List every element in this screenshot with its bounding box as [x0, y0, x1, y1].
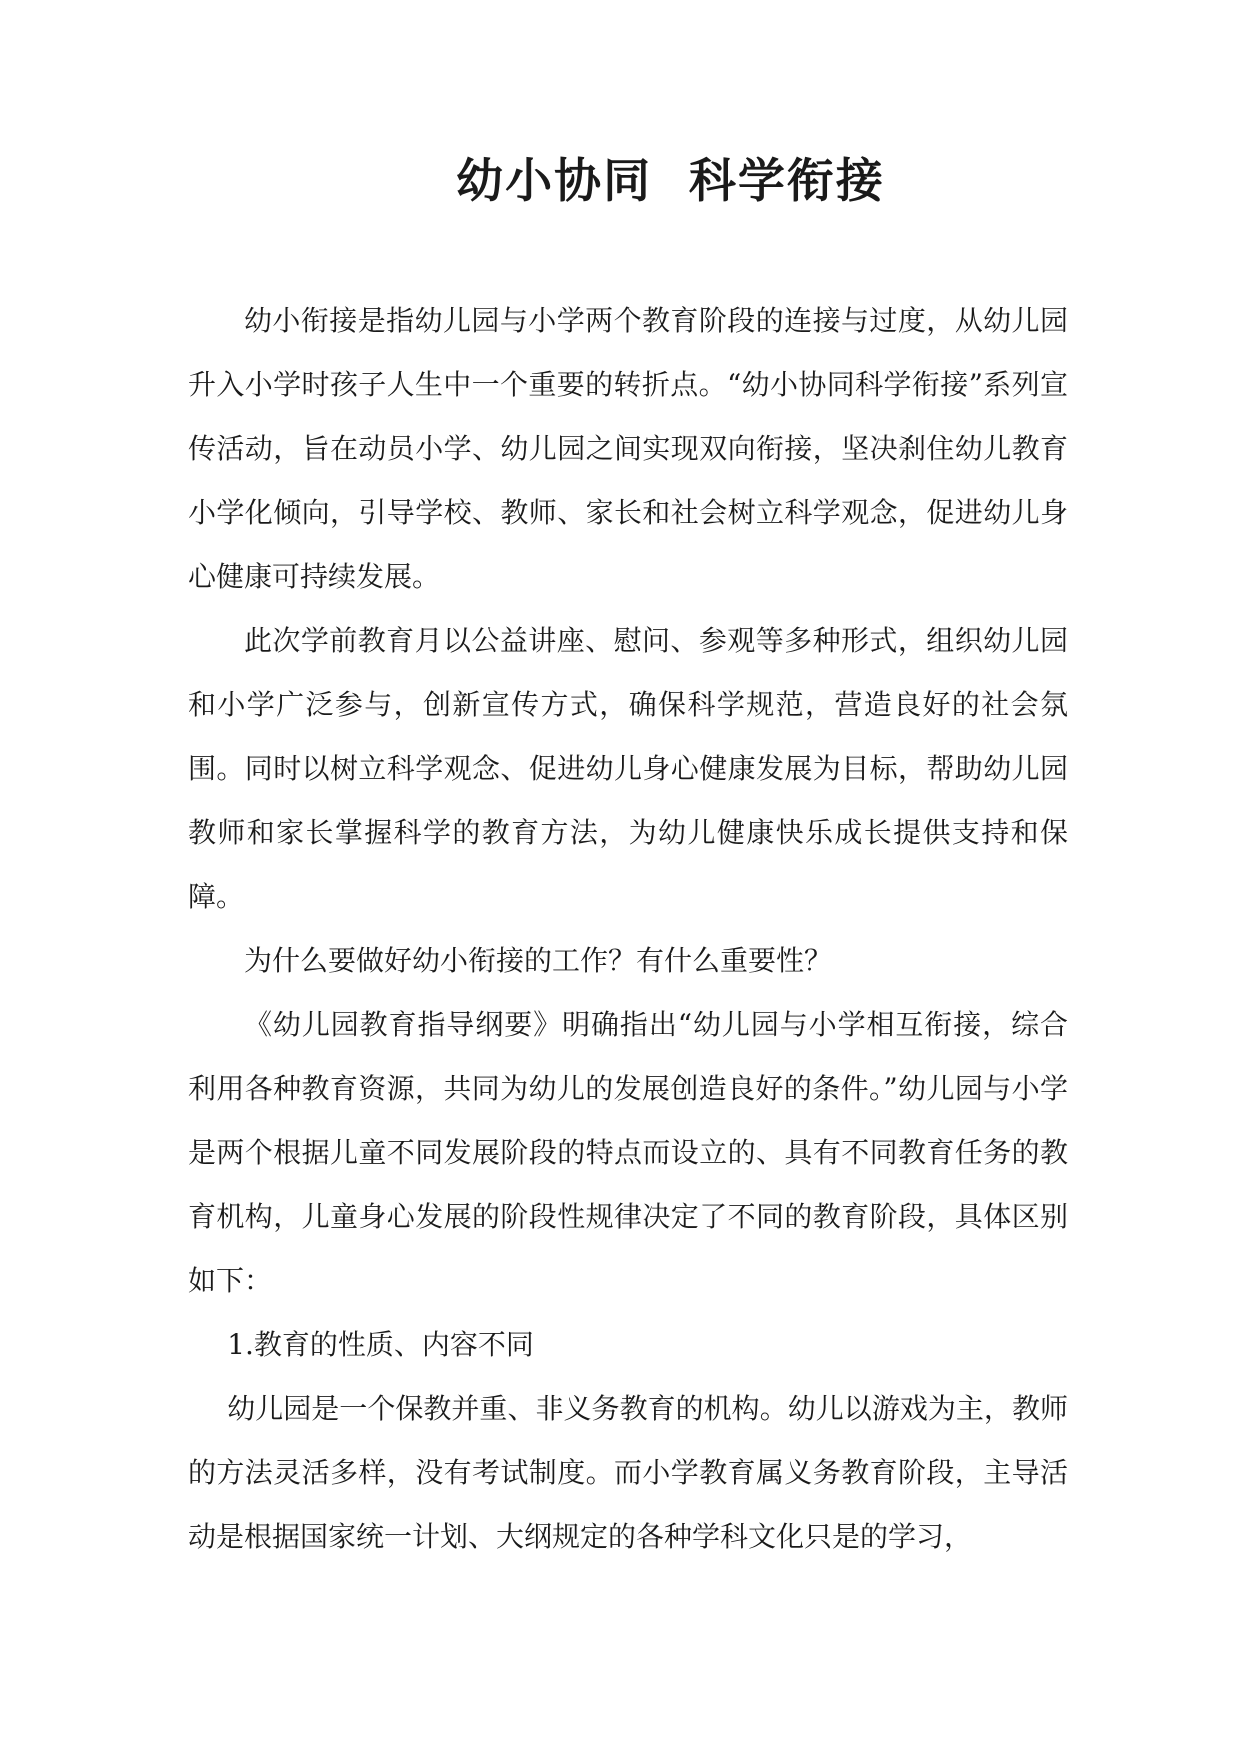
paragraph-education-month: 此次学前教育月以公益讲座、慰问、参观等多种形式，组织幼儿园和小学广泛参与，创新宣传方式，确保科学规范，营造良好的社会氛围。同时以树立科学观念、促进幼儿身心健康发展为目标，帮助幼儿园教师和家长掌握科学的教育方法，为幼儿健康快乐成长提供支持和保障。 — [188, 624, 1068, 913]
document-body — [188, 289, 1068, 1569]
section-heading-1: 1.教育的性质、内容不同 — [227, 1328, 534, 1361]
paragraph-question: 为什么要做好幼小衔接的工作？有什么重要性？ — [244, 944, 833, 977]
paragraph-guideline: 《幼儿园教育指导纲要》明确指出“幼儿园与小学相互衔接，综合利用各种教育资源，共同为幼儿的发展创造良好的条件。”幼儿园与小学是两个根据儿童不同发展阶段的特点而设立的、具有不同教育任务的教育机构，儿童身心发展的阶段性规律决定了不同的教育阶段，具体区别如下： — [188, 1008, 1068, 1297]
document-title: 幼小协同 科学衔接 — [456, 154, 885, 209]
paragraph-intro: 幼小衔接是指幼儿园与小学两个教育阶段的连接与过度，从幼儿园升入小学时孩子人生中一个重要的转折点。“幼小协同科学衔接”系列宣传活动，旨在动员小学、幼儿园之间实现双向衔接，坚决刹住幼儿教育小学化倾向，引导学校、教师、家长和社会树立科学观念，促进幼儿身心健康可持续发展。 — [188, 304, 1068, 593]
paragraph-difference: 幼儿园是一个保教并重、非义务教育的机构。幼儿以游戏为主，教师的方法灵活多样，没有考试制度。而小学教育属义务教育阶段，主导活动是根据国家统一计划、大纲规定的各种学科文化只是的学习， — [188, 1392, 1068, 1553]
